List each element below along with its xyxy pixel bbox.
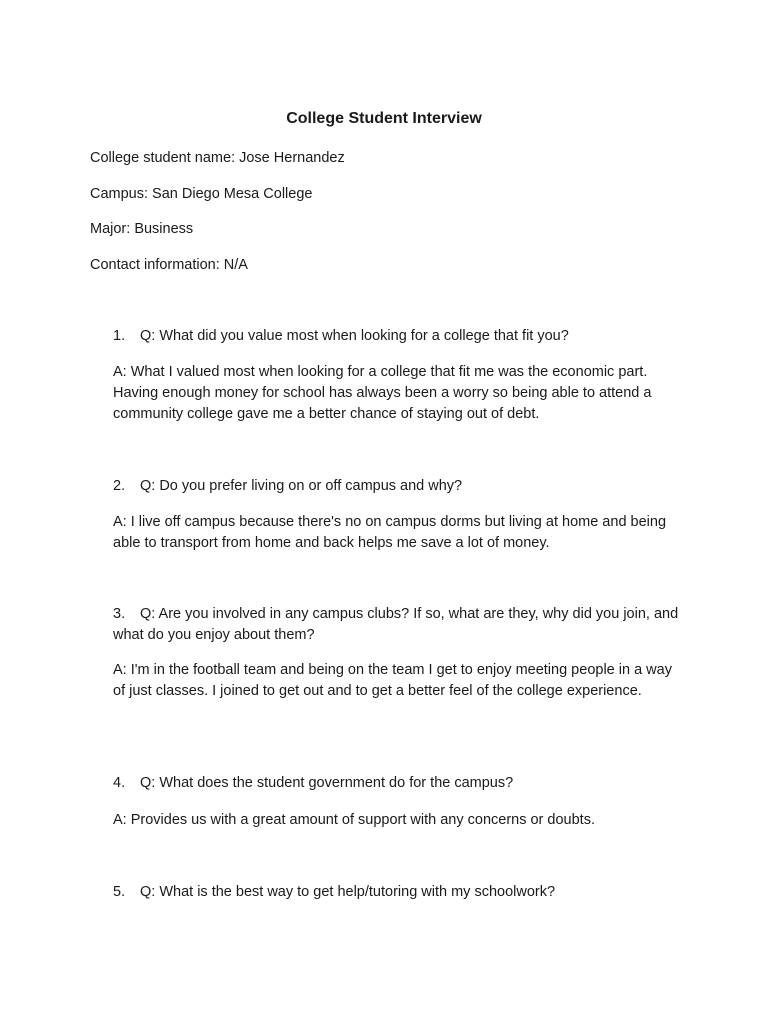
question-number: 1. — [113, 328, 126, 344]
answer-text: A: What I valued most when looking for a college that fit me was the economic part. Having enough money for school has always been a worry so being able to attend a community college gave me a better chance of staying out of debt. — [113, 364, 652, 422]
question-number: 5. — [113, 884, 126, 900]
question-text: Q: Are you involved in any campus clubs? If so, what are they, why did you join, and what do you enjoy about them? — [113, 606, 679, 643]
student-name: College student name: Jose Hernandez — [90, 150, 345, 166]
question-text: Q: What is the best way to get help/tutoring with my schoolwork? — [140, 884, 556, 900]
contact-information: Contact information: N/A — [90, 257, 248, 273]
major: Major: Business — [90, 221, 194, 237]
campus: Campus: San Diego Mesa College — [90, 186, 313, 202]
page-title: College Student Interview — [286, 110, 482, 127]
question-item — [113, 326, 693, 347]
question-item — [113, 604, 693, 646]
question-text: Q: Do you prefer living on or off campus and why? — [140, 478, 463, 494]
question-item — [113, 882, 693, 903]
question-item — [113, 773, 693, 794]
question-number: 2. — [113, 478, 126, 494]
question-item — [113, 476, 693, 497]
answer-text: A: Provides us with a great amount of support with any concerns or doubts. — [113, 812, 595, 828]
question-text: Q: What did you value most when looking for a college that fit you? — [140, 328, 569, 344]
answer-text: A: I live off campus because there's no on campus dorms but living at home and being able to transport from home and back helps me save a lot of money. — [113, 514, 667, 551]
question-number: 4. — [113, 775, 126, 791]
question-text: Q: What does the student government do for the campus? — [140, 775, 514, 791]
question-number: 3. — [113, 606, 126, 622]
answer-text: A: I'm in the football team and being on the team I get to enjoy meeting people in a way of just classes. I joined to get out and to get a better feel of the college experience. — [113, 662, 672, 699]
